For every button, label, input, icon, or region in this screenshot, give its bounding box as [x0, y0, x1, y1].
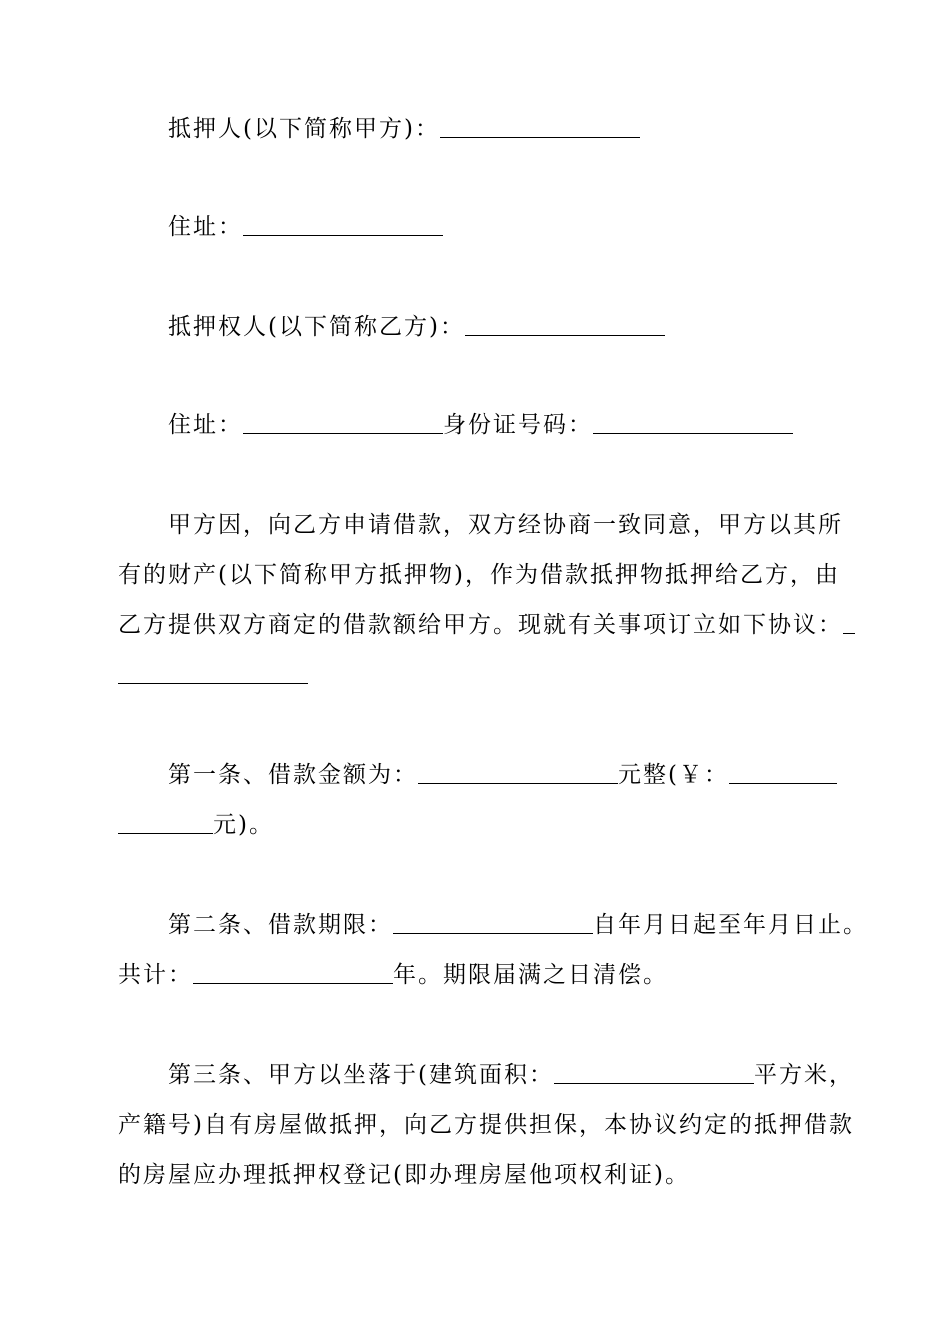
amount-blank[interactable] — [418, 757, 618, 784]
article1-suffix: 元)。 — [213, 812, 274, 838]
article2-line2-suffix: 年。期限届满之日清偿。 — [393, 962, 668, 988]
article2-line2-prefix: 共计： — [118, 962, 193, 988]
address2-blank[interactable] — [243, 407, 443, 434]
article1-line-2 — [0, 800, 950, 850]
article1-line-1 — [0, 750, 950, 800]
intro-text-1: 甲方因，向乙方申请借款，双方经协商一致同意，甲方以其所 — [168, 512, 843, 538]
area-blank[interactable] — [554, 1057, 754, 1084]
mortgagor-blank[interactable] — [440, 111, 640, 138]
intro-line-1 — [0, 500, 950, 550]
intro-line-3 — [0, 600, 950, 650]
mortgagee-address-line — [0, 400, 950, 450]
article3-text-3: 的房屋应办理抵押权登记(即办理房屋他项权利证)。 — [118, 1162, 690, 1188]
mortgagee-blank[interactable] — [465, 309, 665, 336]
intro-blank-end[interactable] — [118, 657, 308, 684]
intro-blank-start[interactable] — [843, 607, 855, 634]
article3-suffix: 平方米， — [753, 1062, 854, 1088]
article2-line-2 — [0, 950, 950, 1000]
mortgagee-line — [0, 302, 950, 352]
article3-line-3 — [0, 1150, 950, 1200]
id-blank[interactable] — [593, 407, 793, 434]
address-label: 住址： — [168, 214, 243, 240]
article3-text-2: 产籍号)自有房屋做抵押，向乙方提供担保，本协议约定的抵押借款 — [118, 1112, 854, 1138]
article3-line-1 — [0, 1050, 950, 1100]
mortgagee-label: 抵押权人(以下简称乙方)： — [168, 314, 465, 340]
article1-mid: 元整(￥： — [618, 762, 729, 788]
article2-line-1 — [0, 900, 950, 950]
address-blank[interactable] — [243, 209, 443, 236]
article1-prefix: 第一条、借款金额为： — [168, 762, 418, 788]
article3-line-2 — [0, 1100, 950, 1150]
total-years-blank[interactable] — [193, 957, 393, 984]
term-blank[interactable] — [393, 907, 593, 934]
article3-prefix: 第三条、甲方以坐落于(建筑面积： — [168, 1062, 554, 1088]
id-label: 身份证号码： — [443, 412, 593, 438]
intro-text-2: 有的财产(以下简称甲方抵押物)，作为借款抵押物抵押给乙方，由 — [118, 562, 840, 588]
article2-prefix: 第二条、借款期限： — [168, 912, 393, 938]
mortgagor-line — [0, 104, 950, 154]
address2-label: 住址： — [168, 412, 243, 438]
intro-line-2 — [0, 550, 950, 600]
mortgagor-label: 抵押人(以下简称甲方)： — [168, 116, 440, 142]
mortgagor-address-line — [0, 202, 950, 252]
article2-mid: 自年月日起至年月日止。 — [593, 912, 868, 938]
intro-line-4 — [0, 650, 950, 700]
intro-text-3: 乙方提供双方商定的借款额给甲方。现就有关事项订立如下协议： — [118, 612, 843, 638]
amount-number-blank-cont[interactable] — [118, 807, 213, 834]
amount-number-blank[interactable] — [729, 757, 837, 784]
